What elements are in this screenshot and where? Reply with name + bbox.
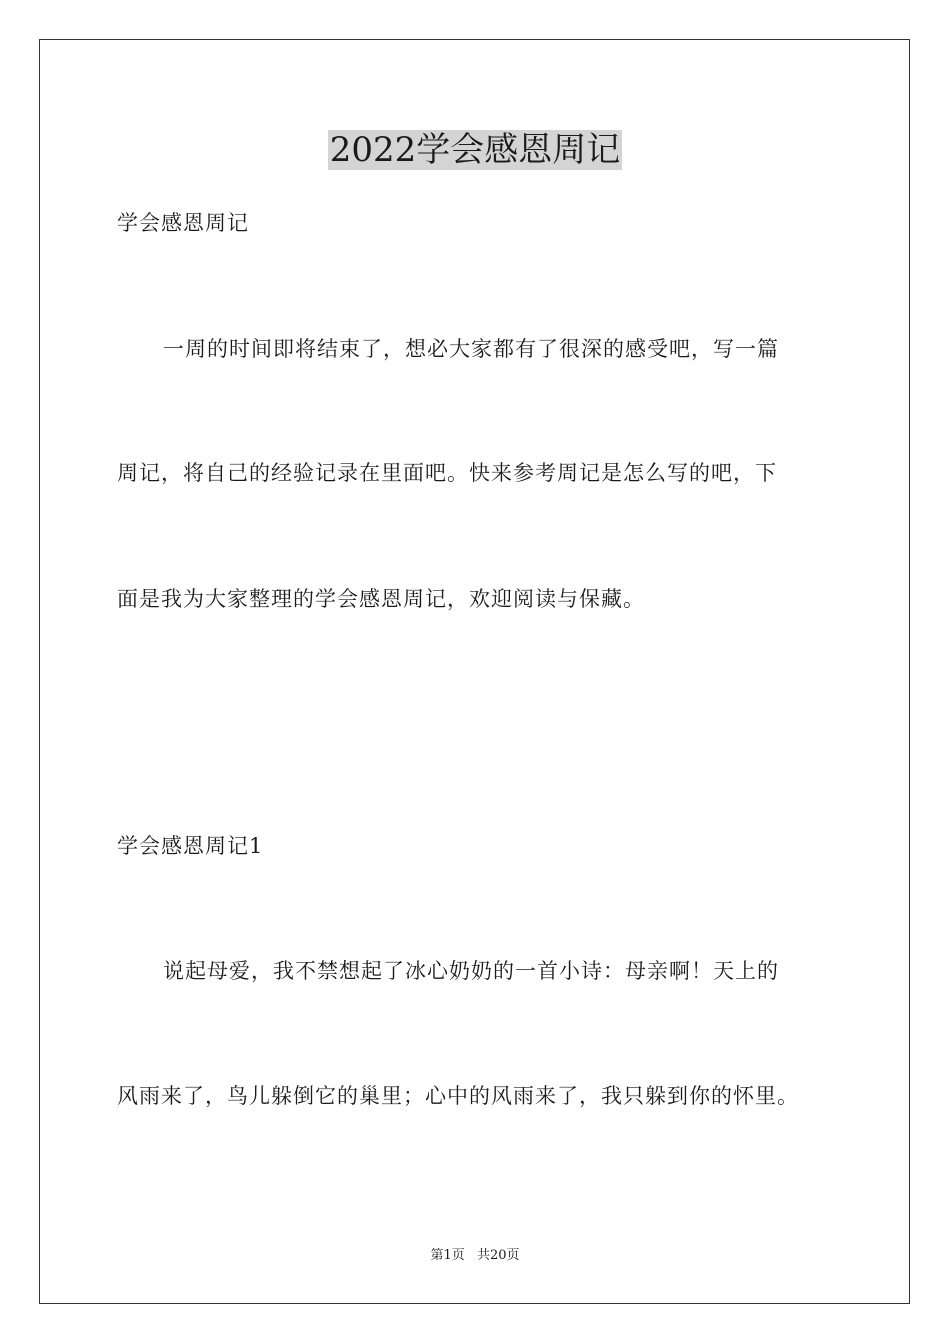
section-line-2: 风雨来了，鸟儿躲倒它的巢里；心中的风雨来了，我只躲到你的怀里。 [117,1084,799,1108]
section-heading: 学会感恩周记1 [117,834,264,858]
intro-line-2: 周记，将自己的经验记录在里面吧。快来参考周记是怎么写的吧，下 [117,461,777,485]
page-footer [0,1247,950,1265]
document-title-text: 2022学会感恩周记 [329,130,621,170]
document-title [0,128,950,172]
intro-line-1: 一周的时间即将结束了，想必大家都有了很深的感受吧，写一篇 [163,337,779,361]
document-subtitle: 学会感恩周记 [117,211,249,235]
page-total: 共20页 [476,1248,520,1263]
section-line-1: 说起母爱，我不禁想起了冰心奶奶的一首小诗：母亲啊！天上的 [163,959,779,983]
intro-line-3: 面是我为大家整理的学会感恩周记，欢迎阅读与保藏。 [117,587,645,611]
page-number: 第1页 [430,1248,465,1263]
